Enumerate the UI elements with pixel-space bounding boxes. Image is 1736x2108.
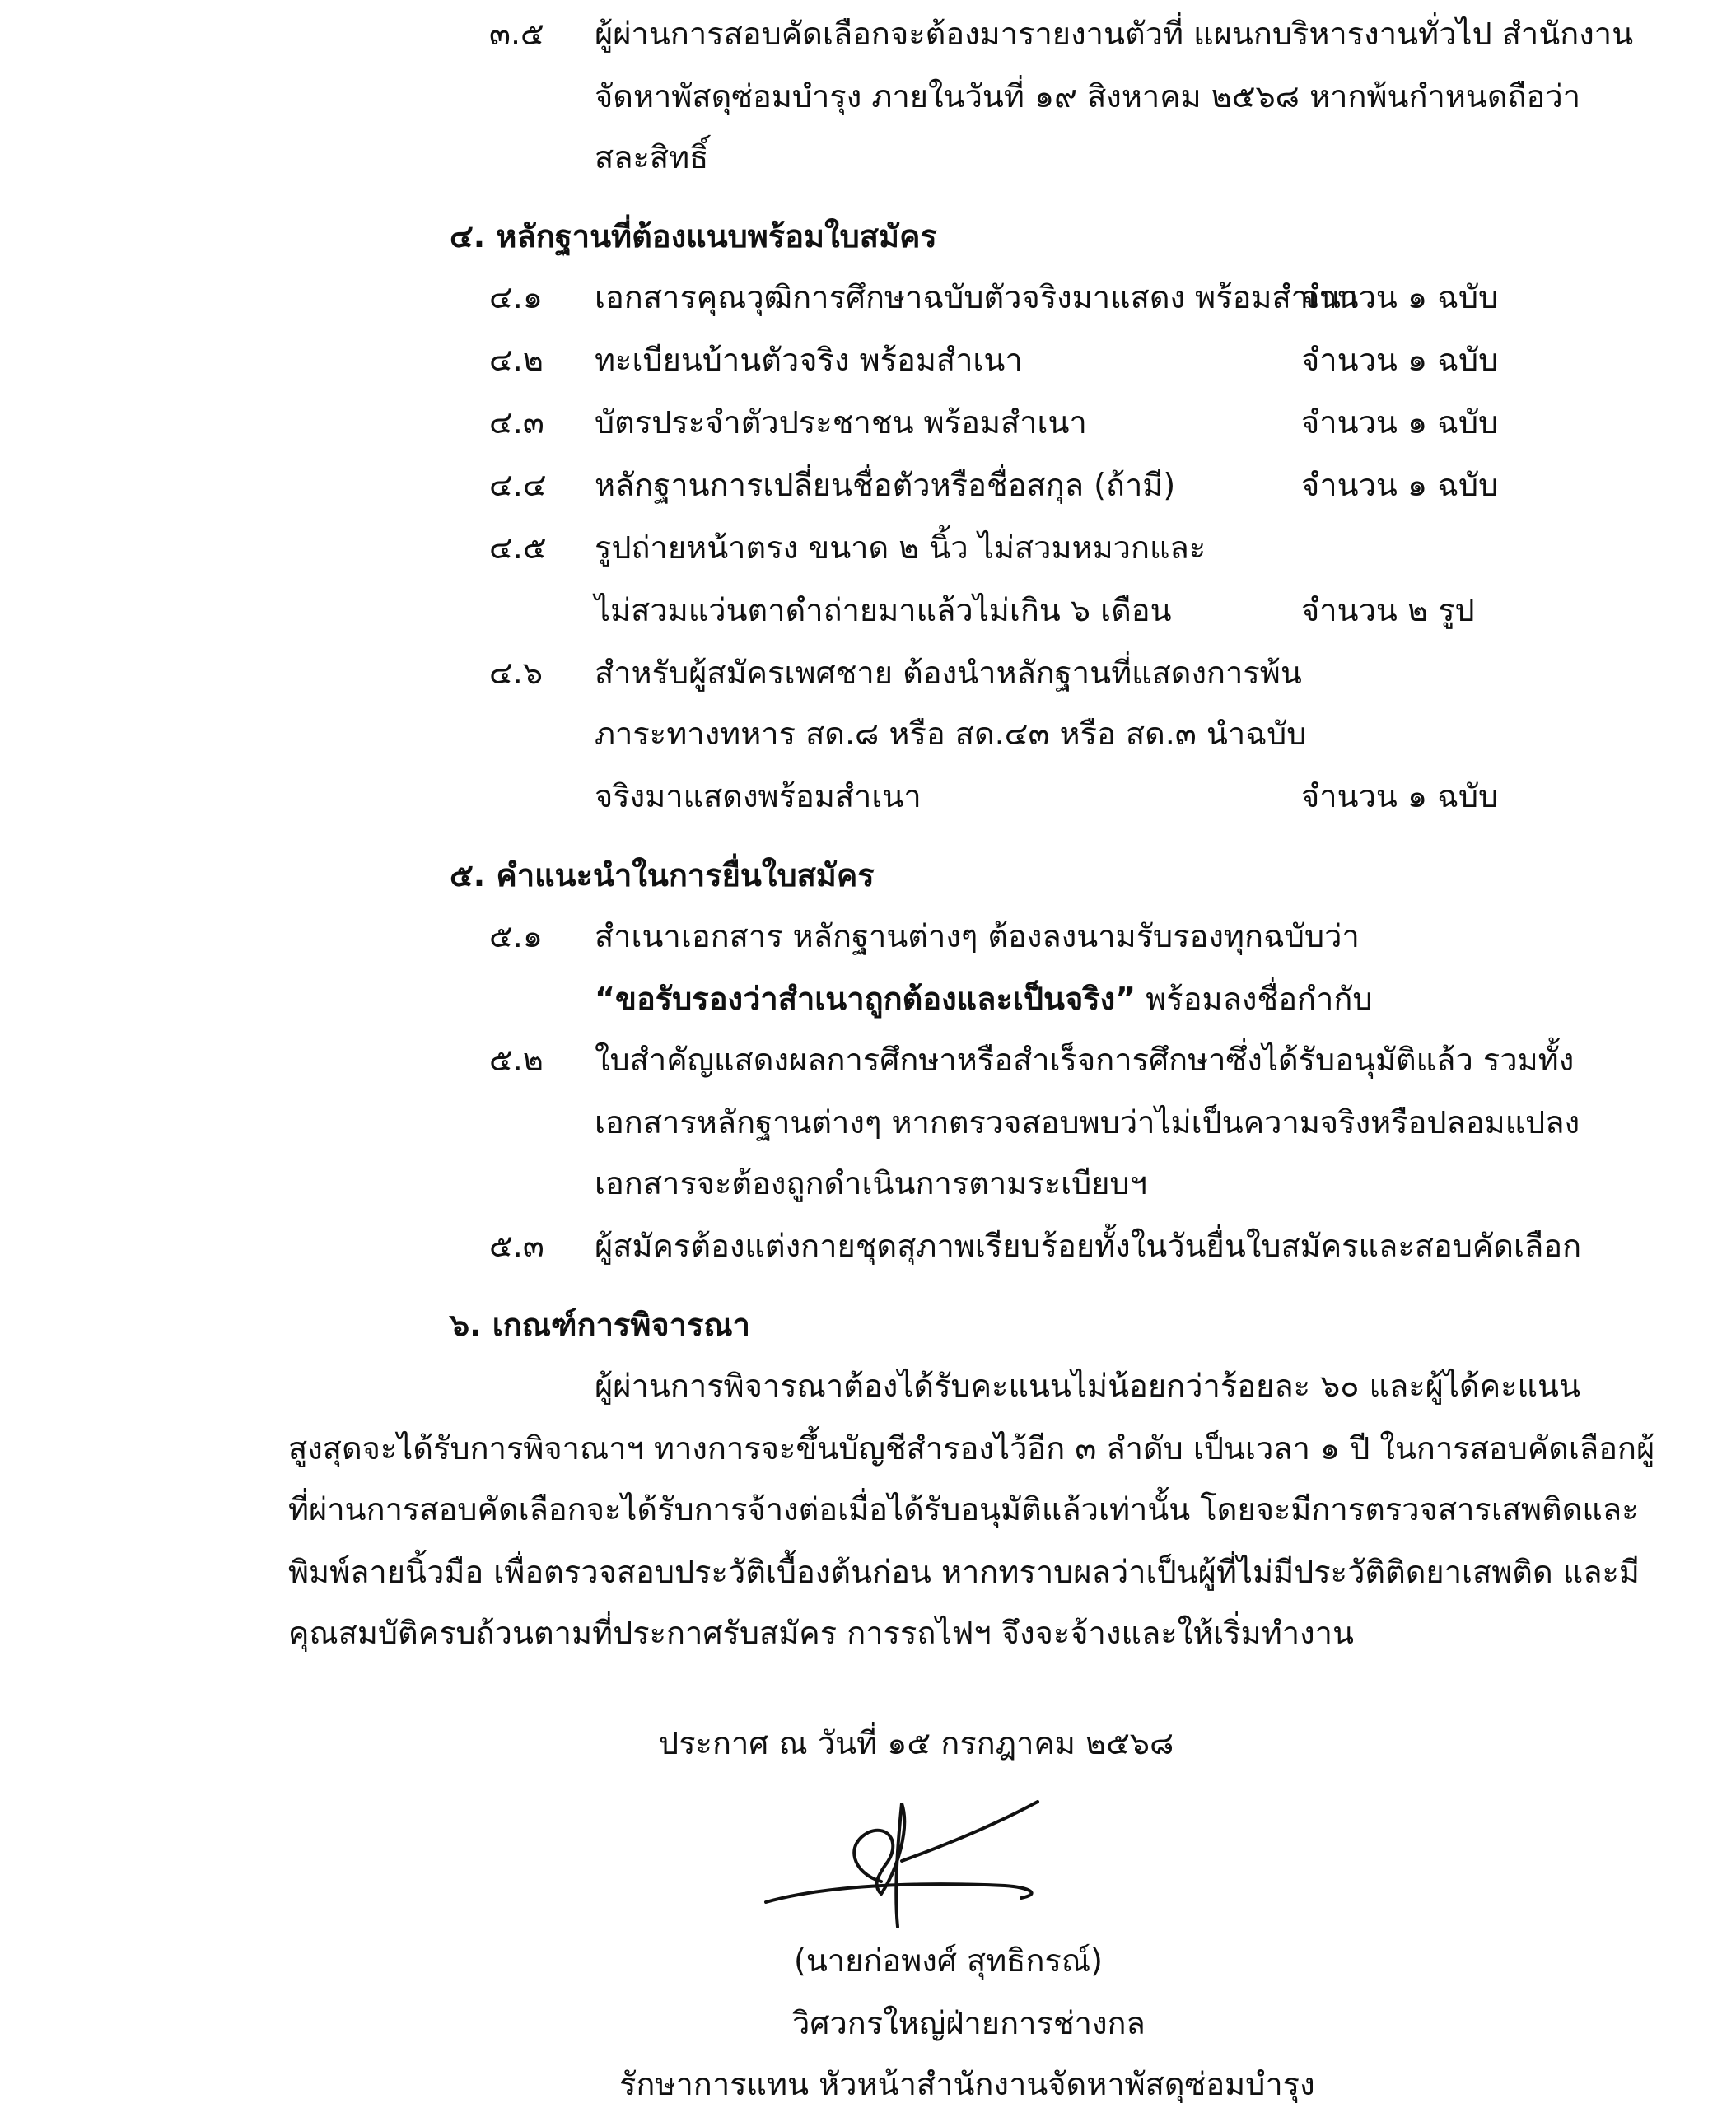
- item-4-2-number: ๔.๒: [489, 342, 544, 378]
- announcement-date: ประกาศ ณ วันที่ ๑๕ กรกฎาคม ๒๕๖๘: [659, 1725, 1174, 1761]
- item-4-1-number: ๔.๑: [489, 279, 543, 315]
- item-4-3-number: ๔.๓: [489, 404, 544, 441]
- item-4-3-text: บัตรประจำตัวประชาชน พร้อมสำเนา: [595, 404, 1087, 441]
- signatory-name: (นายก่อพงศ์ สุทธิกรณ์): [794, 1942, 1103, 1979]
- item-4-4-quantity: จำนวน ๑ ฉบับ: [1301, 467, 1499, 503]
- item-4-2-quantity: จำนวน ๑ ฉบับ: [1301, 342, 1499, 378]
- item-5-1-line-2: [595, 981, 1373, 1017]
- item-5-3-text: ผู้สมัครต้องแต่งกายชุดสุภาพเรียบร้อยทั้งในวันยื่นใบสมัครและสอบคัดเลือก: [595, 1228, 1582, 1264]
- item-4-1-text: เอกสารคุณวุฒิการศึกษาฉบับตัวจริงมาแสดง พร้อมสำเนา: [595, 279, 1359, 315]
- item-3-5-number: ๓.๕: [489, 16, 544, 52]
- item-4-6-quantity: จำนวน ๑ ฉบับ: [1301, 778, 1499, 814]
- item-4-5-number: ๔.๕: [489, 529, 547, 566]
- section-6-line-3: ที่ผ่านการสอบคัดเลือกจะได้รับการจ้างต่อเมื่อได้รับอนุมัติแล้วเท่านั้น โดยจะมีการตรวจสารเสพติดและ: [288, 1491, 1639, 1527]
- item-4-4-text: หลักฐานการเปลี่ยนชื่อตัวหรือชื่อสกุล (ถ้ามี): [595, 467, 1176, 503]
- item-5-2-line-3: เอกสารจะต้องถูกดำเนินการตามระเบียบฯ: [595, 1165, 1147, 1201]
- section-5-heading: ๕. คำแนะนำในการยื่นใบสมัคร: [450, 857, 875, 893]
- item-4-4-number: ๔.๔: [489, 467, 547, 503]
- item-3-5-line-2: จัดหาพัสดุซ่อมบำรุง ภายในวันที่ ๑๙ สิงหาคม ๒๕๖๘ หากพ้นกำหนดถือว่า: [595, 78, 1581, 114]
- item-5-1-number: ๕.๑: [489, 918, 543, 954]
- section-6-heading: ๖. เกณฑ์การพิจารณา: [450, 1307, 750, 1343]
- item-5-1-line-1: สำเนาเอกสาร หลักฐานต่างๆ ต้องลงนามรับรองทุกฉบับว่า: [595, 918, 1360, 954]
- item-4-5-quantity: จำนวน ๒ รูป: [1301, 592, 1475, 628]
- signatory-title: วิศวกรใหญ่ฝ่ายการช่างกล: [792, 2005, 1146, 2041]
- section-6-line-2: สูงสุดจะได้รับการพิจาณาฯ ทางการจะขึ้นบัญชีสำรองไว้อีก ๓ ลำดับ เป็นเวลา ๑ ปี ในการสอบคัดเลือกผู้: [288, 1430, 1655, 1467]
- signature-image: [758, 1795, 1071, 1952]
- section-6-line-5: คุณสมบัติครบถ้วนตามที่ประกาศรับสมัคร การรถไฟฯ จึงจะจ้างและให้เริ่มทำงาน: [288, 1615, 1354, 1651]
- signatory-acting-position: รักษาการแทน หัวหน้าสำนักงานจัดหาพัสดุซ่อมบำรุง: [619, 2066, 1315, 2102]
- item-4-3-quantity: จำนวน ๑ ฉบับ: [1301, 404, 1499, 441]
- item-4-5-line-1: รูปถ่ายหน้าตรง ขนาด ๒ นิ้ว ไม่สวมหมวกและ: [595, 529, 1206, 566]
- item-5-2-line-1: ใบสำคัญแสดงผลการศึกษาหรือสำเร็จการศึกษาซึ่งได้รับอนุมัติแล้ว รวมทั้ง: [595, 1042, 1575, 1078]
- certification-quote: “ขอรับรองว่าสำเนาถูกต้องและเป็นจริง”: [595, 981, 1136, 1017]
- item-5-2-number: ๕.๒: [489, 1042, 544, 1078]
- section-4-heading: ๔. หลักฐานที่ต้องแนบพร้อมใบสมัคร: [450, 218, 937, 254]
- section-6-line-4: พิมพ์ลายนิ้วมือ เพื่อตรวจสอบประวัติเบื้องต้นก่อน หากทราบผลว่าเป็นผู้ที่ไม่มีประวัติติดยาเสพติด และมี: [288, 1554, 1640, 1590]
- item-4-6-number: ๔.๖: [489, 655, 543, 691]
- item-3-5-line-3: สละสิทธิ์: [595, 139, 709, 175]
- item-4-1-quantity: จำนวน ๑ ฉบับ: [1301, 279, 1499, 315]
- section-6-line-1: ผู้ผ่านการพิจารณาต้องได้รับคะแนนไม่น้อยกว่าร้อยละ ๖๐ และผู้ได้คะแนน: [595, 1368, 1580, 1404]
- item-5-3-number: ๕.๓: [489, 1228, 544, 1264]
- item-5-2-line-2: เอกสารหลักฐานต่างๆ หากตรวจสอบพบว่าไม่เป็นความจริงหรือปลอมแปลง: [595, 1104, 1580, 1140]
- item-3-5-line-1: ผู้ผ่านการสอบคัดเลือกจะต้องมารายงานตัวที่ แผนกบริหารงานทั่วไป สำนักงาน: [595, 16, 1634, 52]
- item-4-6-line-3: จริงมาแสดงพร้อมสำเนา: [595, 778, 922, 814]
- item-4-2-text: ทะเบียนบ้านตัวจริง พร้อมสำเนา: [595, 342, 1023, 378]
- item-4-5-line-2: ไม่สวมแว่นตาดำถ่ายมาแล้วไม่เกิน ๖ เดือน: [595, 592, 1172, 628]
- item-4-6-line-1: สำหรับผู้สมัครเพศชาย ต้องนำหลักฐานที่แสดงการพ้น: [595, 655, 1302, 691]
- item-4-6-line-2: ภาระทางทหาร สด.๘ หรือ สด.๔๓ หรือ สด.๓ นำฉบับ: [595, 716, 1307, 752]
- certification-suffix: พร้อมลงชื่อกำกับ: [1146, 981, 1373, 1017]
